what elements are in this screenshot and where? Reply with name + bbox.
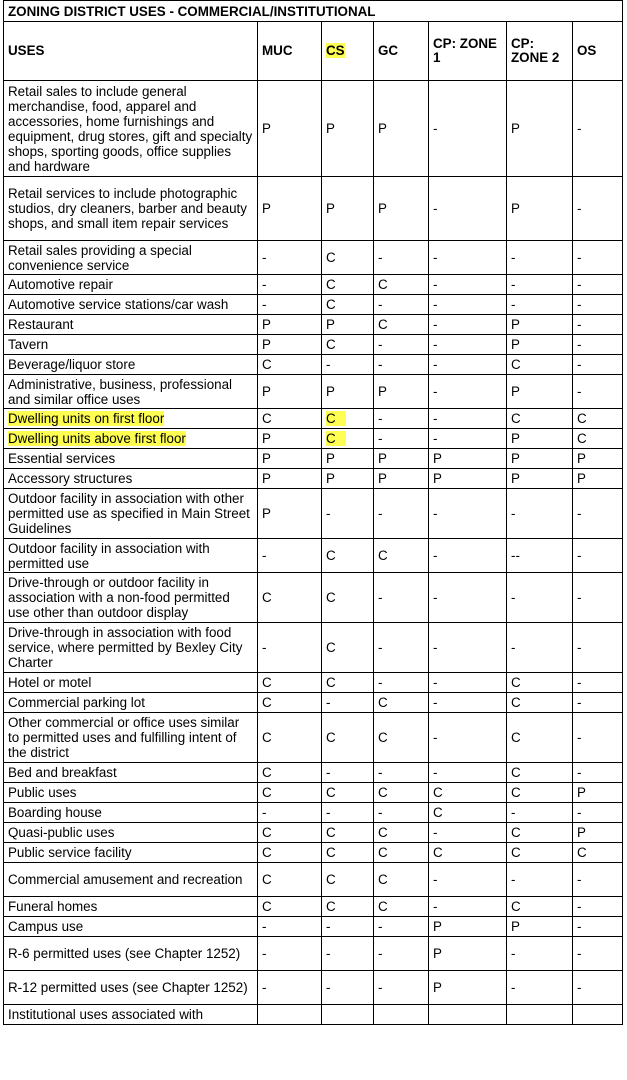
value-cell-muc: -: [258, 803, 322, 823]
value-cell-os: P: [573, 449, 623, 469]
value-cell-gc: C: [374, 823, 429, 843]
value-cell-muc: C: [258, 823, 322, 843]
value-cell-cp-zone-1: -: [429, 863, 507, 897]
table-title: ZONING DISTRICT USES - COMMERCIAL/INSTITUTIONAL: [4, 1, 623, 22]
table-row: [4, 843, 623, 863]
zoning-uses-table: [3, 0, 623, 1025]
value-cell-os: [573, 1005, 623, 1025]
value-cell-cp-zone-1: -: [429, 355, 507, 375]
value-cell-cp-zone-2: P: [507, 469, 573, 489]
value-cell-os: -: [573, 573, 623, 623]
table-row: [4, 539, 623, 573]
value-cell-cp-zone-1: -: [429, 823, 507, 843]
use-cell: Retail sales to include general merchandise, food, apparel and accessories, home furnishings and equipment, drug stores, gift and specialty shops, sporting goods, office supplies and hardware: [4, 81, 258, 177]
value-cell-cs: C: [322, 897, 374, 917]
use-cell: Retail sales providing a special convenience service: [4, 241, 258, 275]
value-cell-cp-zone-1: C: [429, 783, 507, 803]
value-cell-muc: -: [258, 241, 322, 275]
table-row: [4, 469, 623, 489]
value-cell-gc: P: [374, 469, 429, 489]
value-cell-muc: C: [258, 573, 322, 623]
use-label-highlighted: Dwelling units above first floor: [8, 431, 186, 446]
value-cell-cs: C: [322, 295, 374, 315]
table-body: [4, 81, 623, 1025]
value-cell-gc: -: [374, 489, 429, 539]
value-highlighted: C: [326, 431, 346, 446]
header-muc: MUC: [258, 22, 322, 81]
value-cell-cp-zone-2: C: [507, 673, 573, 693]
value-cell-gc: -: [374, 937, 429, 971]
use-cell: Automotive repair: [4, 275, 258, 295]
value-cell-cp-zone-1: -: [429, 81, 507, 177]
value-cell-cp-zone-1: -: [429, 295, 507, 315]
value-cell-gc: C: [374, 275, 429, 295]
table-row: [4, 1005, 623, 1025]
use-cell: Essential services: [4, 449, 258, 469]
use-cell: Commercial amusement and recreation: [4, 863, 258, 897]
value-cell-cp-zone-2: [507, 1005, 573, 1025]
value-cell-cs: P: [322, 375, 374, 409]
table-row: [4, 409, 623, 429]
value-cell-cs: C: [322, 335, 374, 355]
value-cell-cp-zone-2: -: [507, 295, 573, 315]
value-cell-os: -: [573, 81, 623, 177]
value-cell-muc: -: [258, 623, 322, 673]
value-cell-muc: P: [258, 375, 322, 409]
use-cell: R-12 permitted uses (see Chapter 1252): [4, 971, 258, 1005]
value-cell-os: -: [573, 863, 623, 897]
value-cell-muc: P: [258, 81, 322, 177]
value-cell-cp-zone-2: C: [507, 693, 573, 713]
value-cell-cp-zone-1: -: [429, 897, 507, 917]
value-cell-cp-zone-2: -: [507, 573, 573, 623]
table-row: [4, 489, 623, 539]
use-cell: Automotive service stations/car wash: [4, 295, 258, 315]
value-cell-gc: -: [374, 355, 429, 375]
value-cell-cp-zone-2: P: [507, 917, 573, 937]
value-cell-cp-zone-1: P: [429, 971, 507, 1005]
table-row: [4, 275, 623, 295]
table-row: [4, 937, 623, 971]
value-cell-cs: C: [322, 573, 374, 623]
use-cell: Administrative, business, professional and similar office uses: [4, 375, 258, 409]
value-cell-cp-zone-2: C: [507, 409, 573, 429]
table-row: [4, 693, 623, 713]
value-cell-os: P: [573, 783, 623, 803]
value-cell-cp-zone-2: P: [507, 177, 573, 241]
value-cell-cs: C: [322, 863, 374, 897]
use-cell: Boarding house: [4, 803, 258, 823]
value-cell-cs: C: [322, 783, 374, 803]
table-row: [4, 177, 623, 241]
value-cell-cp-zone-2: P: [507, 429, 573, 449]
use-cell: Bed and breakfast: [4, 763, 258, 783]
table-row: [4, 315, 623, 335]
table-row: [4, 355, 623, 375]
value-highlighted: C: [326, 411, 346, 426]
value-cell-cp-zone-2: P: [507, 449, 573, 469]
value-cell-gc: P: [374, 449, 429, 469]
table-row: [4, 971, 623, 1005]
use-cell: Outdoor facility in association with other permitted use as specified in Main Street Guidelines: [4, 489, 258, 539]
value-cell-gc: C: [374, 783, 429, 803]
value-cell-cp-zone-2: -: [507, 971, 573, 1005]
use-cell: Accessory structures: [4, 469, 258, 489]
value-cell-cs: C: [322, 843, 374, 863]
value-cell-cp-zone-1: C: [429, 843, 507, 863]
value-cell-muc: -: [258, 539, 322, 573]
value-cell-muc: P: [258, 469, 322, 489]
value-cell-cs: [322, 409, 374, 429]
value-cell-cp-zone-2: -: [507, 241, 573, 275]
use-cell: Retail services to include photographic studios, dry cleaners, barber and beauty shops, and small item repair services: [4, 177, 258, 241]
value-cell-cs: C: [322, 823, 374, 843]
value-cell-cs: P: [322, 449, 374, 469]
header-cs-label: CS: [326, 43, 345, 58]
table-row: [4, 863, 623, 897]
value-cell-cs: -: [322, 693, 374, 713]
value-cell-gc: C: [374, 843, 429, 863]
value-cell-muc: P: [258, 449, 322, 469]
value-cell-os: C: [573, 429, 623, 449]
table-row: [4, 823, 623, 843]
value-cell-cp-zone-2: P: [507, 375, 573, 409]
use-cell: Tavern: [4, 335, 258, 355]
table-row: [4, 429, 623, 449]
value-cell-cs: P: [322, 81, 374, 177]
table-row: [4, 335, 623, 355]
value-cell-gc: -: [374, 763, 429, 783]
value-cell-muc: P: [258, 335, 322, 355]
value-cell-gc: -: [374, 429, 429, 449]
value-cell-cs: C: [322, 673, 374, 693]
value-cell-os: -: [573, 539, 623, 573]
table-row: [4, 241, 623, 275]
value-cell-cp-zone-1: -: [429, 177, 507, 241]
value-cell-cp-zone-1: C: [429, 803, 507, 823]
value-cell-muc: C: [258, 409, 322, 429]
table-row: [4, 713, 623, 763]
value-cell-cp-zone-2: C: [507, 843, 573, 863]
use-cell: R-6 permitted uses (see Chapter 1252): [4, 937, 258, 971]
value-cell-gc: [374, 1005, 429, 1025]
value-cell-cp-zone-2: -: [507, 489, 573, 539]
use-cell: [4, 409, 258, 429]
value-cell-cp-zone-1: -: [429, 713, 507, 763]
value-cell-muc: C: [258, 783, 322, 803]
value-cell-os: -: [573, 489, 623, 539]
value-cell-muc: P: [258, 489, 322, 539]
use-cell: Restaurant: [4, 315, 258, 335]
value-cell-cp-zone-1: -: [429, 573, 507, 623]
value-cell-os: -: [573, 763, 623, 783]
value-cell-os: -: [573, 917, 623, 937]
value-cell-muc: P: [258, 177, 322, 241]
table-row: [4, 763, 623, 783]
value-cell-cp-zone-2: P: [507, 335, 573, 355]
table-row: [4, 375, 623, 409]
value-cell-gc: C: [374, 863, 429, 897]
use-cell: [4, 429, 258, 449]
header-cp-zone-1: CP: ZONE 1: [429, 22, 507, 81]
value-cell-cp-zone-1: P: [429, 937, 507, 971]
value-cell-cp-zone-2: -: [507, 623, 573, 673]
value-cell-gc: P: [374, 375, 429, 409]
value-cell-gc: P: [374, 81, 429, 177]
value-cell-cs: P: [322, 177, 374, 241]
table-row: [4, 81, 623, 177]
use-cell: Public service facility: [4, 843, 258, 863]
use-cell: Beverage/liquor store: [4, 355, 258, 375]
value-cell-gc: C: [374, 693, 429, 713]
value-cell-muc: -: [258, 917, 322, 937]
value-cell-cs: -: [322, 489, 374, 539]
value-cell-gc: C: [374, 315, 429, 335]
value-cell-cp-zone-2: C: [507, 897, 573, 917]
value-cell-muc: C: [258, 693, 322, 713]
value-cell-gc: -: [374, 623, 429, 673]
value-cell-cp-zone-1: -: [429, 315, 507, 335]
value-cell-os: -: [573, 315, 623, 335]
value-cell-cs: -: [322, 803, 374, 823]
value-cell-cp-zone-2: P: [507, 81, 573, 177]
value-cell-cs: C: [322, 623, 374, 673]
value-cell-muc: P: [258, 429, 322, 449]
value-cell-os: -: [573, 897, 623, 917]
table-row: [4, 623, 623, 673]
use-cell: Public uses: [4, 783, 258, 803]
value-cell-cp-zone-1: -: [429, 241, 507, 275]
value-cell-cp-zone-2: P: [507, 315, 573, 335]
value-cell-cp-zone-2: -: [507, 803, 573, 823]
value-cell-cs: [322, 429, 374, 449]
value-cell-cp-zone-1: -: [429, 693, 507, 713]
value-cell-muc: P: [258, 315, 322, 335]
value-cell-cp-zone-1: -: [429, 763, 507, 783]
value-cell-cp-zone-1: P: [429, 469, 507, 489]
value-cell-cp-zone-2: C: [507, 713, 573, 763]
value-cell-cp-zone-1: [429, 1005, 507, 1025]
value-cell-os: -: [573, 295, 623, 315]
value-cell-muc: [258, 1005, 322, 1025]
use-cell: Funeral homes: [4, 897, 258, 917]
value-cell-os: -: [573, 355, 623, 375]
value-cell-muc: -: [258, 971, 322, 1005]
value-cell-muc: C: [258, 673, 322, 693]
table-row: [4, 673, 623, 693]
value-cell-os: -: [573, 937, 623, 971]
value-cell-gc: C: [374, 713, 429, 763]
header-uses: USES: [4, 22, 258, 81]
value-cell-muc: C: [258, 355, 322, 375]
table-row: [4, 803, 623, 823]
value-cell-cp-zone-2: -: [507, 937, 573, 971]
value-cell-os: -: [573, 713, 623, 763]
table-row: [4, 917, 623, 937]
table-row: [4, 449, 623, 469]
table-row: [4, 295, 623, 315]
value-cell-gc: -: [374, 295, 429, 315]
value-cell-cp-zone-1: -: [429, 409, 507, 429]
value-cell-os: C: [573, 843, 623, 863]
value-cell-cs: P: [322, 469, 374, 489]
use-cell: Hotel or motel: [4, 673, 258, 693]
value-cell-cp-zone-1: -: [429, 623, 507, 673]
value-cell-gc: -: [374, 917, 429, 937]
value-cell-cp-zone-1: -: [429, 335, 507, 355]
value-cell-cp-zone-2: -: [507, 275, 573, 295]
value-cell-cp-zone-1: P: [429, 449, 507, 469]
header-cp-zone-2: CP: ZONE 2: [507, 22, 573, 81]
value-cell-cp-zone-1: -: [429, 375, 507, 409]
value-cell-cs: -: [322, 763, 374, 783]
use-cell: Commercial parking lot: [4, 693, 258, 713]
value-cell-os: -: [573, 275, 623, 295]
value-cell-muc: C: [258, 843, 322, 863]
use-label-highlighted: Dwelling units on first floor: [8, 411, 165, 426]
value-cell-cp-zone-2: C: [507, 763, 573, 783]
value-cell-cs: P: [322, 315, 374, 335]
value-cell-cp-zone-2: C: [507, 783, 573, 803]
use-cell: Outdoor facility in association with permitted use: [4, 539, 258, 573]
value-cell-os: P: [573, 469, 623, 489]
value-cell-muc: -: [258, 275, 322, 295]
value-cell-cp-zone-1: P: [429, 917, 507, 937]
value-cell-cp-zone-1: -: [429, 489, 507, 539]
value-cell-os: -: [573, 971, 623, 1005]
value-cell-cp-zone-1: -: [429, 275, 507, 295]
table-row: [4, 783, 623, 803]
value-cell-muc: -: [258, 937, 322, 971]
use-cell: Institutional uses associated with: [4, 1005, 258, 1025]
value-cell-cs: [322, 1005, 374, 1025]
value-cell-os: -: [573, 803, 623, 823]
value-cell-os: -: [573, 693, 623, 713]
value-cell-os: C: [573, 409, 623, 429]
value-cell-cp-zone-1: -: [429, 429, 507, 449]
value-cell-gc: C: [374, 897, 429, 917]
use-cell: Other commercial or office uses similar to permitted uses and fulfilling intent of the district: [4, 713, 258, 763]
value-cell-os: -: [573, 241, 623, 275]
use-cell: Quasi-public uses: [4, 823, 258, 843]
value-cell-os: P: [573, 823, 623, 843]
value-cell-gc: -: [374, 971, 429, 1005]
value-cell-muc: C: [258, 897, 322, 917]
value-cell-os: -: [573, 375, 623, 409]
table-row: [4, 573, 623, 623]
value-cell-cp-zone-1: -: [429, 673, 507, 693]
value-cell-gc: P: [374, 177, 429, 241]
header-cs: [322, 22, 374, 81]
value-cell-muc: C: [258, 713, 322, 763]
value-cell-gc: -: [374, 241, 429, 275]
table-row: [4, 897, 623, 917]
value-cell-cs: C: [322, 241, 374, 275]
value-cell-gc: -: [374, 335, 429, 355]
value-cell-cp-zone-2: C: [507, 823, 573, 843]
use-cell: Drive-through or outdoor facility in association with a non-food permitted use other than outdoor display: [4, 573, 258, 623]
header-row: [4, 22, 623, 81]
value-cell-cs: -: [322, 355, 374, 375]
value-cell-cs: C: [322, 539, 374, 573]
value-cell-gc: -: [374, 573, 429, 623]
value-cell-cp-zone-2: -: [507, 863, 573, 897]
value-cell-muc: C: [258, 863, 322, 897]
value-cell-cs: -: [322, 917, 374, 937]
value-cell-cp-zone-1: -: [429, 539, 507, 573]
value-cell-muc: C: [258, 763, 322, 783]
value-cell-os: -: [573, 623, 623, 673]
value-cell-os: -: [573, 177, 623, 241]
header-gc: GC: [374, 22, 429, 81]
value-cell-cs: -: [322, 971, 374, 1005]
value-cell-cp-zone-2: C: [507, 355, 573, 375]
value-cell-gc: -: [374, 803, 429, 823]
value-cell-cs: C: [322, 713, 374, 763]
value-cell-cs: -: [322, 937, 374, 971]
use-cell: Drive-through in association with food service, where permitted by Bexley City Charter: [4, 623, 258, 673]
use-cell: Campus use: [4, 917, 258, 937]
value-cell-os: -: [573, 673, 623, 693]
value-cell-gc: -: [374, 673, 429, 693]
value-cell-os: -: [573, 335, 623, 355]
value-cell-gc: C: [374, 539, 429, 573]
value-cell-cp-zone-2: --: [507, 539, 573, 573]
value-cell-gc: -: [374, 409, 429, 429]
header-os: OS: [573, 22, 623, 81]
value-cell-cs: C: [322, 275, 374, 295]
value-cell-muc: -: [258, 295, 322, 315]
